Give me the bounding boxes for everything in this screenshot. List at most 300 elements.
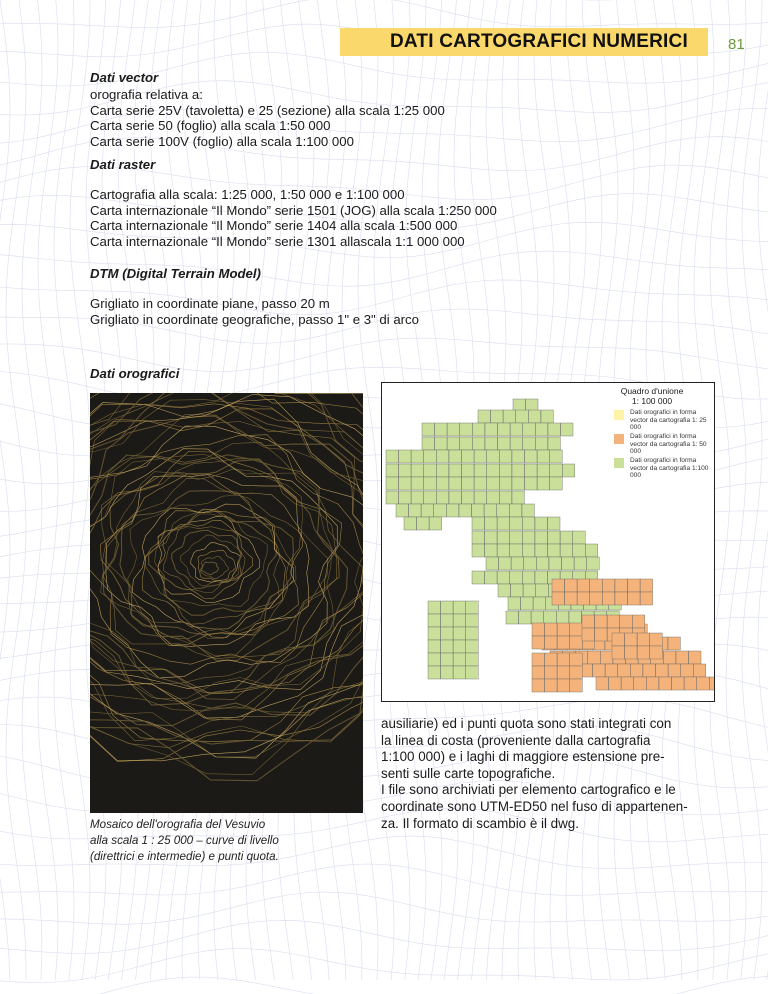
map-sheet-tile <box>525 477 537 490</box>
map-sheet-tile <box>441 640 453 653</box>
map-sheet-tile <box>449 450 461 463</box>
map-sheet-tile <box>637 633 649 646</box>
contour-line <box>191 543 240 582</box>
map-sheet-tile <box>557 679 569 692</box>
legend-title <box>604 386 700 406</box>
map-sheet-tile <box>485 423 497 436</box>
caption-line: alla scala 1 : 25 000 – curve di livello <box>90 834 279 847</box>
map-sheet-tile <box>474 491 486 504</box>
map-sheet-tile <box>478 410 490 423</box>
legend-scale: 1: 100 000 <box>631 396 673 406</box>
map-sheet-tile <box>386 477 398 490</box>
section-title: Dati raster <box>90 157 156 172</box>
contour-line <box>201 557 229 579</box>
map-sheet-tile <box>630 664 642 677</box>
map-sheet-tile <box>428 614 440 627</box>
map-sheet-tile <box>548 544 560 557</box>
map-sheet-tile <box>590 579 602 592</box>
map-sheet-tile <box>646 677 658 690</box>
map-sheet-tile <box>615 592 627 605</box>
map-sheet-tile <box>522 544 534 557</box>
map-sheet-tile <box>474 477 486 490</box>
caption-line: Mosaico dell'orografia del Vesuvio <box>90 818 266 831</box>
figure-caption <box>90 817 279 865</box>
map-sheet-tile <box>499 557 511 570</box>
map-sheet-tile <box>565 579 577 592</box>
map-sheet-tile <box>510 544 522 557</box>
map-sheet-tile <box>404 517 416 530</box>
map-sheet-tile <box>462 464 474 477</box>
map-sheet-tile <box>487 477 499 490</box>
map-sheet-tile <box>522 504 534 517</box>
text-line: ausiliarie) ed i punti quota sono stati integrati con <box>381 716 672 731</box>
map-sheet-tile <box>570 623 582 636</box>
map-sheet-tile <box>556 611 568 624</box>
contour-line <box>90 414 363 699</box>
contour-line <box>90 416 363 705</box>
map-sheet-tile <box>466 653 478 666</box>
map-sheet-tile <box>596 677 608 690</box>
map-sheet-tile <box>422 423 434 436</box>
map-sheet-tile <box>552 592 564 605</box>
map-sheet-tile <box>668 637 680 650</box>
map-sheet-tile <box>509 504 521 517</box>
map-sheet-tile <box>684 677 696 690</box>
map-sheet-tile <box>511 584 523 597</box>
map-sheet-tile <box>525 464 537 477</box>
map-sheet-tile <box>550 477 562 490</box>
map-sheet-tile <box>453 601 465 614</box>
map-sheet-tile <box>637 646 649 659</box>
map-sheet-tile <box>535 437 547 450</box>
map-sheet-tile <box>561 423 573 436</box>
map-sheet-tile <box>693 664 705 677</box>
map-sheet-tile <box>386 491 398 504</box>
map-sheet-tile <box>449 477 461 490</box>
map-sheet-tile <box>548 531 560 544</box>
map-sheet-tile <box>485 531 497 544</box>
mesh-line <box>0 976 768 994</box>
map-sheet-tile <box>560 544 572 557</box>
map-sheet-tile <box>436 491 448 504</box>
map-sheet-tile <box>487 450 499 463</box>
map-sheet-tile <box>435 437 447 450</box>
contour-line <box>90 393 363 741</box>
text-line: Carta internazionale “Il Mondo” serie 1301 allascala 1:1 000 000 <box>90 234 465 250</box>
map-sheet-tile <box>510 423 522 436</box>
map-sheet-tile <box>541 410 553 423</box>
map-sheet-tile <box>441 627 453 640</box>
map-sheet-tile <box>472 437 484 450</box>
map-sheet-tile <box>417 517 429 530</box>
map-sheet-tile <box>618 664 630 677</box>
map-sheet-tile <box>609 677 621 690</box>
map-sheet-tile <box>548 517 560 530</box>
map-sheet-tile <box>411 491 423 504</box>
map-sheet-tile <box>466 601 478 614</box>
map-sheet-tile <box>668 664 680 677</box>
map-sheet-tile <box>441 666 453 679</box>
map-sheet-tile <box>548 437 560 450</box>
map-sheet-tile <box>545 623 557 636</box>
map-sheet-tile <box>628 579 640 592</box>
map-sheet-tile <box>498 423 510 436</box>
section-dtm <box>90 266 419 327</box>
map-sheet-tile <box>560 531 572 544</box>
map-sheet-tile <box>441 614 453 627</box>
map-sheet-tile <box>447 423 459 436</box>
map-sheet-tile <box>498 437 510 450</box>
map-sheet-tile <box>462 450 474 463</box>
map-sheet-tile <box>625 646 637 659</box>
map-sheet-tile <box>640 579 652 592</box>
map-sheet-tile <box>545 666 557 679</box>
map-sheet-tile <box>565 592 577 605</box>
map-sheet-tile <box>472 531 484 544</box>
map-sheet-tile <box>453 627 465 640</box>
legend-swatch-100000 <box>614 458 624 468</box>
map-sheet-tile <box>486 557 498 570</box>
map-sheet-tile <box>399 450 411 463</box>
map-sheet-tile <box>607 615 619 628</box>
legend-swatch-25000 <box>614 410 624 420</box>
map-sheet-tile <box>510 517 522 530</box>
map-sheet-tile <box>535 571 547 584</box>
mesh-line <box>22 0 42 980</box>
map-sheet-tile <box>516 410 528 423</box>
page-number: 81 <box>728 36 745 53</box>
map-sheet-tile <box>499 450 511 463</box>
text-line: za. Il formato di scambio è il dwg. <box>381 815 579 831</box>
map-sheet-tile <box>435 423 447 436</box>
map-sheet-tile <box>585 544 597 557</box>
map-sheet-tile <box>485 517 497 530</box>
map-sheet-tile <box>545 679 557 692</box>
map-sheet-tile <box>460 437 472 450</box>
map-sheet-tile <box>462 491 474 504</box>
map-sheet-tile <box>595 615 607 628</box>
map-sheet-tile <box>650 646 662 659</box>
contour-line <box>90 452 342 665</box>
legend-text: Dati orografici in forma vector da cartografia 1: 25 000 <box>630 409 707 432</box>
map-sheet-tile <box>497 544 509 557</box>
map-sheet-tile <box>499 491 511 504</box>
legend-text: Dati orografici in forma vector da cartografia 1:100 000 <box>630 457 709 480</box>
map-sheet-tile <box>466 627 478 640</box>
map-sheet-tile <box>656 664 668 677</box>
map-sheet-tile <box>522 571 534 584</box>
map-sheet-tile <box>428 640 440 653</box>
map-sheet-tile <box>499 477 511 490</box>
map-sheet-tile <box>421 504 433 517</box>
map-sheet-tile <box>399 464 411 477</box>
map-sheet-tile <box>672 677 684 690</box>
mesh-line <box>0 949 768 983</box>
map-sheet-tile <box>562 557 574 570</box>
page-title: DATI CARTOGRAFICI NUMERICI <box>390 31 688 52</box>
map-sheet-tile <box>466 640 478 653</box>
map-sheet-tile <box>506 611 518 624</box>
map-sheet-tile <box>523 437 535 450</box>
map-sheet-tile <box>535 423 547 436</box>
map-sheet-tile <box>532 636 544 649</box>
map-sheet-tile <box>453 666 465 679</box>
map-sheet-tile <box>453 640 465 653</box>
map-sheet-tile <box>548 423 560 436</box>
map-sheet-tile <box>590 592 602 605</box>
map-sheet-tile <box>409 504 421 517</box>
mesh-line <box>0 892 768 924</box>
map-sheet-tile <box>612 646 624 659</box>
map-sheet-tile <box>536 584 548 597</box>
mesh-line <box>0 864 768 895</box>
map-sheet-tile <box>428 601 440 614</box>
map-sheet-tile <box>474 450 486 463</box>
map-sheet-tile <box>428 666 440 679</box>
map-sheet-tile <box>510 437 522 450</box>
map-sheet-tile <box>557 666 569 679</box>
mesh-line <box>726 0 746 980</box>
map-sheet-tile <box>424 491 436 504</box>
legend-title-text: Quadro d'unione <box>620 386 684 396</box>
map-sheet-tile <box>659 677 671 690</box>
map-sheet-tile <box>508 597 520 610</box>
mesh-line <box>0 0 768 28</box>
map-sheet-tile <box>557 636 569 649</box>
map-sheet-tile <box>386 464 398 477</box>
map-sheet-tile <box>532 666 544 679</box>
section-title: Dati vector <box>90 70 159 85</box>
map-sheet-tile <box>605 664 617 677</box>
map-sheet-tile <box>446 504 458 517</box>
section-raster <box>90 157 497 250</box>
map-sheet-tile <box>441 601 453 614</box>
map-sheet-tile <box>532 653 544 666</box>
map-sheet-tile <box>491 410 503 423</box>
text-line: coordinate sono UTM-ED50 nel fuso di appartenen- <box>381 798 688 814</box>
contour-line <box>202 562 219 574</box>
map-sheet-tile <box>441 653 453 666</box>
caption-line: (direttrici e intermedie) e punti quota. <box>90 850 279 863</box>
text-line: Grigliato in coordinate geografiche, passo 1" e 3" di arco <box>90 311 419 327</box>
map-sheet-tile <box>436 477 448 490</box>
map-sheet-tile <box>449 491 461 504</box>
map-sheet-tile <box>429 517 441 530</box>
map-sheet-tile <box>535 544 547 557</box>
map-sheet-tile <box>643 664 655 677</box>
map-sheet-tile <box>545 653 557 666</box>
text-line: la linea di costa (proveniente dalla cartografia <box>381 732 651 748</box>
contour-line <box>90 395 363 759</box>
map-sheet-tile <box>570 636 582 649</box>
map-sheet-tile <box>550 464 562 477</box>
map-sheet-tile <box>428 653 440 666</box>
map-sheet-tile <box>537 450 549 463</box>
map-sheet-tile <box>537 464 549 477</box>
map-sheet-tile <box>472 423 484 436</box>
mesh-line <box>0 920 768 953</box>
map-sheet-tile <box>574 557 586 570</box>
map-sheet-tile <box>436 450 448 463</box>
contour-lines <box>90 393 363 813</box>
map-sheet-tile <box>545 636 557 649</box>
map-sheet-tile <box>411 464 423 477</box>
map-sheet-tile <box>612 633 624 646</box>
map-sheet-tile <box>593 664 605 677</box>
map-sheet-tile <box>422 437 434 450</box>
text-line: senti sulle carte topografiche. <box>381 765 556 781</box>
map-sheet-tile <box>570 666 582 679</box>
map-sheet-tile <box>569 611 581 624</box>
map-sheet-tile <box>602 579 614 592</box>
map-sheet-tile <box>533 597 545 610</box>
map-sheet-tile <box>663 651 675 664</box>
map-sheet-tile <box>512 450 524 463</box>
map-sheet-tile <box>436 464 448 477</box>
map-sheet-tile <box>498 584 510 597</box>
map-sheet-tile <box>472 504 484 517</box>
text-line: 1:100 000) e i laghi di maggiore estensione pre- <box>381 749 665 765</box>
map-sheet-tile <box>411 450 423 463</box>
map-sheet-tile <box>620 615 632 628</box>
map-sheet-tile <box>487 464 499 477</box>
map-sheet-tile <box>615 579 627 592</box>
map-sheet-tile <box>497 504 509 517</box>
map-sheet-tile <box>428 627 440 640</box>
map-sheet-tile <box>503 410 515 423</box>
map-sheet-tile <box>510 531 522 544</box>
contour-line <box>158 516 260 602</box>
map-sheet-tile <box>595 628 607 641</box>
map-sheet-tile <box>447 437 459 450</box>
map-sheet-tile <box>552 579 564 592</box>
map-sheet-tile <box>512 464 524 477</box>
map-sheet-tile <box>632 615 644 628</box>
map-sheet-tile <box>522 531 534 544</box>
text-line: Carta internazionale “Il Mondo” serie 1501 (JOG) alla scala 1:250 000 <box>90 202 497 218</box>
map-sheet-tile <box>562 464 574 477</box>
map-sheet-tile <box>485 544 497 557</box>
contour-line <box>90 393 363 744</box>
map-sheet-tile <box>424 450 436 463</box>
map-sheet-tile <box>523 584 535 597</box>
map-sheet-tile <box>535 517 547 530</box>
map-sheet-tile <box>472 544 484 557</box>
map-sheet-tile <box>689 651 701 664</box>
map-sheet-tile <box>524 557 536 570</box>
map-sheet-tile <box>634 677 646 690</box>
map-sheet-tile <box>466 666 478 679</box>
map-sheet-tile <box>525 450 537 463</box>
map-sheet-tile <box>570 653 582 666</box>
map-sheet-tile <box>472 571 484 584</box>
section-title: Dati orografici <box>90 366 180 381</box>
map-sheet-tile <box>485 571 497 584</box>
map-sheet-tile <box>497 571 509 584</box>
map-sheet-tile <box>485 437 497 450</box>
map-sheet-tile <box>460 423 472 436</box>
map-sheet-tile <box>462 477 474 490</box>
map-sheet-tile <box>528 410 540 423</box>
text-line: Grigliato in coordinate piane, passo 20 m <box>90 295 330 311</box>
map-sheet-tile <box>386 450 398 463</box>
mesh-line <box>54 0 74 980</box>
map-sheet-tile <box>424 477 436 490</box>
map-sheet-tile <box>466 614 478 627</box>
map-sheet-tile <box>522 517 534 530</box>
map-sheet-tile <box>411 477 423 490</box>
map-sheet-tile <box>484 504 496 517</box>
map-sheet-tile <box>523 423 535 436</box>
map-sheet-tile <box>453 614 465 627</box>
map-sheet-tile <box>557 653 569 666</box>
map-sheet-tile <box>577 592 589 605</box>
map-sheet-tile <box>640 592 652 605</box>
contour-line <box>90 454 334 683</box>
map-sheet-tile <box>472 517 484 530</box>
map-sheet-tile <box>453 653 465 666</box>
contour-line <box>90 426 363 689</box>
map-sheet-tile <box>697 677 709 690</box>
map-sheet-tile <box>650 633 662 646</box>
map-sheet-tile <box>521 597 533 610</box>
text-line: Cartografia alla scala: 1:25 000, 1:50 000 e 1:100 000 <box>90 186 405 202</box>
map-sheet-tile <box>474 464 486 477</box>
map-sheet-tile <box>512 491 524 504</box>
map-sheet-tile <box>602 592 614 605</box>
map-sheet-tile <box>577 579 589 592</box>
map-sheet-tile <box>573 544 585 557</box>
map-sheet-tile <box>557 623 569 636</box>
map-sheet-tile <box>628 592 640 605</box>
legend-swatch-50000 <box>614 434 624 444</box>
contour-line <box>172 530 241 588</box>
map-sheet-tile <box>519 611 531 624</box>
map-sheet-tile <box>510 571 522 584</box>
map-sheet-tile <box>536 557 548 570</box>
map-sheet-tile <box>535 531 547 544</box>
contour-line <box>90 393 363 757</box>
section-vector <box>90 70 445 150</box>
legend-text: Dati orografici in forma vector da cartografia 1: 50 000 <box>630 433 707 456</box>
map-sheet-tile <box>459 504 471 517</box>
map-sheet-tile <box>497 517 509 530</box>
map-sheet-tile <box>424 464 436 477</box>
map-sheet-tile <box>512 477 524 490</box>
vesuvio-contour-mosaic-image <box>90 393 363 813</box>
text-line: Carta internazionale “Il Mondo” serie 1404 alla scala 1:500 000 <box>90 218 458 234</box>
map-sheet-tile <box>449 464 461 477</box>
section-orografici <box>90 366 179 383</box>
map-sheet-tile <box>399 477 411 490</box>
orografici-paragraph-right <box>381 716 713 832</box>
map-sheet-tile <box>570 679 582 692</box>
section-title: DTM (Digital Terrain Model) <box>90 266 261 281</box>
map-sheet-tile <box>582 628 594 641</box>
map-sheet-tile <box>544 611 556 624</box>
map-sheet-tile <box>497 531 509 544</box>
text-line: orografia relativa a: <box>90 86 203 102</box>
map-sheet-tile <box>499 464 511 477</box>
map-sheet-tile <box>588 651 600 664</box>
map-sheet-tile <box>621 677 633 690</box>
map-sheet-tile <box>600 651 612 664</box>
map-sheet-tile <box>434 504 446 517</box>
text-line: Carta serie 25V (tavoletta) e 25 (sezione) alla scala 1:25 000 <box>90 102 445 118</box>
text-line: Carta serie 50 (foglio) alla scala 1:50 000 <box>90 118 331 134</box>
map-sheet-tile <box>532 623 544 636</box>
text-line: Carta serie 100V (foglio) alla scala 1:100 000 <box>90 134 354 150</box>
